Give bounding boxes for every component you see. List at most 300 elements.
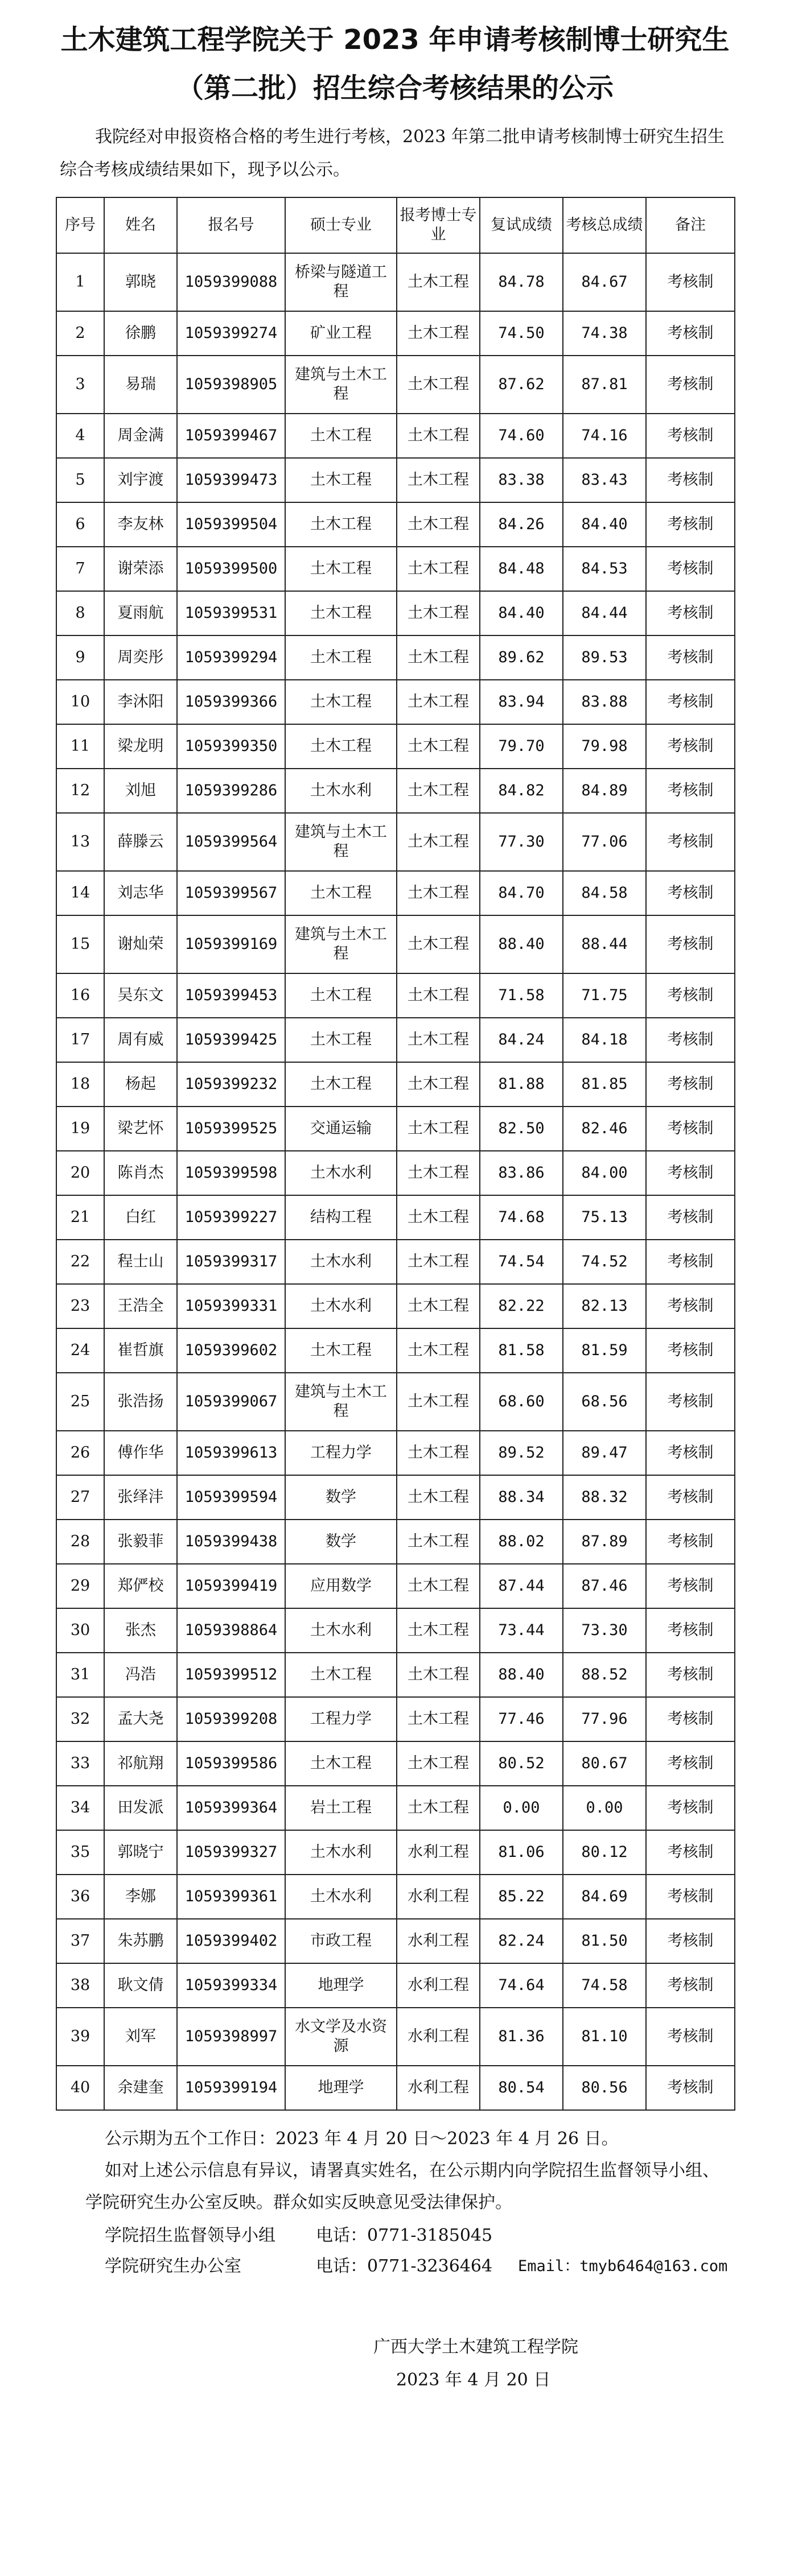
cell-note: 考核制 [646, 724, 735, 769]
cell-note: 考核制 [646, 973, 735, 1018]
cell-note: 考核制 [646, 1373, 735, 1431]
cell-phd: 土木工程 [397, 1284, 480, 1328]
cell-master: 数学 [285, 1475, 397, 1520]
cell-phd: 土木工程 [397, 724, 480, 769]
cell-phd: 土木工程 [397, 1741, 480, 1786]
table-row [56, 1373, 735, 1431]
cell-name: 张杰 [104, 1608, 177, 1653]
contact-1-phone: 电话：0771-3185045 [316, 2226, 493, 2245]
cell-name: 杨起 [104, 1062, 177, 1107]
cell-phd: 土木工程 [397, 253, 480, 311]
cell-retest: 82.22 [480, 1284, 563, 1328]
cell-no: 4 [56, 414, 104, 458]
cell-no: 40 [56, 2066, 104, 2110]
cell-reg: 1059398905 [177, 356, 285, 414]
cell-note: 考核制 [646, 2066, 735, 2110]
cell-name: 陈肖杰 [104, 1151, 177, 1195]
cell-no: 22 [56, 1240, 104, 1284]
cell-phd: 土木工程 [397, 680, 480, 724]
cell-no: 12 [56, 769, 104, 813]
cell-master: 水文学及水资源 [285, 2008, 397, 2066]
cell-master: 土木工程 [285, 1741, 397, 1786]
cell-total: 88.52 [563, 1653, 646, 1697]
cell-reg: 1059399602 [177, 1328, 285, 1373]
table-row [56, 1786, 735, 1830]
cell-phd: 土木工程 [397, 1373, 480, 1431]
cell-retest: 80.54 [480, 2066, 563, 2110]
cell-master: 土木水利 [285, 1284, 397, 1328]
cell-note: 考核制 [646, 1328, 735, 1373]
cell-master: 结构工程 [285, 1195, 397, 1240]
cell-retest: 84.48 [480, 547, 563, 591]
cell-note: 考核制 [646, 1018, 735, 1062]
cell-retest: 0.00 [480, 1786, 563, 1830]
cell-no: 30 [56, 1608, 104, 1653]
cell-reg: 1059399594 [177, 1475, 285, 1520]
cell-reg: 1059398997 [177, 2008, 285, 2066]
cell-total: 84.69 [563, 1875, 646, 1919]
cell-master: 土木工程 [285, 871, 397, 915]
cell-master: 桥梁与隧道工程 [285, 253, 397, 311]
cell-reg: 1059399194 [177, 2066, 285, 2110]
cell-retest: 71.58 [480, 973, 563, 1018]
cell-note: 考核制 [646, 635, 735, 680]
results-table [56, 197, 735, 2111]
cell-no: 32 [56, 1697, 104, 1741]
cell-phd: 水利工程 [397, 2008, 480, 2066]
table-row [56, 1107, 735, 1151]
cell-note: 考核制 [646, 1919, 735, 1963]
cell-name: 余建奎 [104, 2066, 177, 2110]
cell-note: 考核制 [646, 458, 735, 502]
table-row [56, 813, 735, 871]
cell-retest: 74.64 [480, 1963, 563, 2008]
column-header: 报名号 [177, 197, 285, 253]
cell-name: 郑俨校 [104, 1564, 177, 1608]
cell-total: 80.56 [563, 2066, 646, 2110]
cell-no: 23 [56, 1284, 104, 1328]
cell-no: 1 [56, 253, 104, 311]
cell-retest: 74.60 [480, 414, 563, 458]
table-row [56, 1240, 735, 1284]
cell-name: 冯浩 [104, 1653, 177, 1697]
cell-master: 交通运输 [285, 1107, 397, 1151]
cell-phd: 水利工程 [397, 2066, 480, 2110]
cell-name: 周有威 [104, 1018, 177, 1062]
cell-name: 王浩全 [104, 1284, 177, 1328]
cell-phd: 土木工程 [397, 769, 480, 813]
cell-retest: 84.24 [480, 1018, 563, 1062]
table-row [56, 2008, 735, 2066]
table-row [56, 458, 735, 502]
cell-name: 梁龙明 [104, 724, 177, 769]
table-row [56, 547, 735, 591]
cell-no: 24 [56, 1328, 104, 1373]
cell-retest: 77.46 [480, 1697, 563, 1741]
cell-total: 82.46 [563, 1107, 646, 1151]
cell-reg: 1059399525 [177, 1107, 285, 1151]
cell-phd: 土木工程 [397, 311, 480, 356]
cell-phd: 土木工程 [397, 635, 480, 680]
cell-no: 6 [56, 502, 104, 547]
cell-note: 考核制 [646, 1151, 735, 1195]
cell-phd: 土木工程 [397, 1431, 480, 1475]
cell-total: 84.58 [563, 871, 646, 915]
cell-retest: 80.52 [480, 1741, 563, 1786]
cell-master: 岩土工程 [285, 1786, 397, 1830]
cell-no: 21 [56, 1195, 104, 1240]
table-row [56, 635, 735, 680]
cell-note: 考核制 [646, 1697, 735, 1741]
cell-total: 84.00 [563, 1151, 646, 1195]
cell-no: 31 [56, 1653, 104, 1697]
cell-phd: 土木工程 [397, 414, 480, 458]
cell-total: 80.12 [563, 1830, 646, 1875]
cell-no: 36 [56, 1875, 104, 1919]
cell-master: 土木水利 [285, 1830, 397, 1875]
cell-no: 2 [56, 311, 104, 356]
cell-phd: 土木工程 [397, 1653, 480, 1697]
cell-note: 考核制 [646, 1608, 735, 1653]
cell-reg: 1059399598 [177, 1151, 285, 1195]
cell-retest: 88.40 [480, 915, 563, 973]
table-row [56, 1431, 735, 1475]
cell-phd: 土木工程 [397, 591, 480, 635]
cell-no: 19 [56, 1107, 104, 1151]
cell-no: 9 [56, 635, 104, 680]
cell-name: 张浩扬 [104, 1373, 177, 1431]
table-row [56, 1328, 735, 1373]
cell-total: 81.59 [563, 1328, 646, 1373]
table-row [56, 1608, 735, 1653]
cell-reg: 1059399473 [177, 458, 285, 502]
cell-reg: 1059399402 [177, 1919, 285, 1963]
contact-2-org: 学院研究生办公室 [105, 2256, 241, 2276]
cell-total: 87.89 [563, 1520, 646, 1564]
cell-total: 87.81 [563, 356, 646, 414]
cell-note: 考核制 [646, 2008, 735, 2066]
cell-reg: 1059399274 [177, 311, 285, 356]
cell-total: 74.52 [563, 1240, 646, 1284]
cell-note: 考核制 [646, 915, 735, 973]
column-header: 姓名 [104, 197, 177, 253]
table-row [56, 2066, 735, 2110]
cell-master: 土木水利 [285, 1240, 397, 1284]
column-header: 报考博士专业 [397, 197, 480, 253]
cell-total: 89.53 [563, 635, 646, 680]
cell-total: 80.67 [563, 1741, 646, 1786]
notice-period: 公示期为五个工作日：2023 年 4 月 20 日～2023 年 4 月 26 日。 [105, 2129, 619, 2149]
cell-reg: 1059399331 [177, 1284, 285, 1328]
table-row [56, 591, 735, 635]
cell-retest: 83.94 [480, 680, 563, 724]
cell-note: 考核制 [646, 502, 735, 547]
cell-total: 84.89 [563, 769, 646, 813]
cell-retest: 88.34 [480, 1475, 563, 1520]
cell-master: 土木工程 [285, 1062, 397, 1107]
cell-name: 李娜 [104, 1875, 177, 1919]
cell-total: 0.00 [563, 1786, 646, 1830]
cell-phd: 土木工程 [397, 1195, 480, 1240]
cell-note: 考核制 [646, 1431, 735, 1475]
cell-retest: 89.62 [480, 635, 563, 680]
cell-master: 土木工程 [285, 635, 397, 680]
cell-master: 土木工程 [285, 973, 397, 1018]
cell-master: 建筑与土木工程 [285, 1373, 397, 1431]
cell-total: 77.06 [563, 813, 646, 871]
cell-no: 7 [56, 547, 104, 591]
cell-retest: 84.82 [480, 769, 563, 813]
cell-name: 李友林 [104, 502, 177, 547]
cell-total: 83.88 [563, 680, 646, 724]
cell-retest: 85.22 [480, 1875, 563, 1919]
cell-total: 84.18 [563, 1018, 646, 1062]
cell-phd: 水利工程 [397, 1919, 480, 1963]
cell-retest: 73.44 [480, 1608, 563, 1653]
cell-total: 88.44 [563, 915, 646, 973]
cell-no: 38 [56, 1963, 104, 2008]
cell-name: 薛滕云 [104, 813, 177, 871]
cell-reg: 1059399453 [177, 973, 285, 1018]
cell-name: 易瑞 [104, 356, 177, 414]
cell-retest: 87.44 [480, 1564, 563, 1608]
cell-reg: 1059399232 [177, 1062, 285, 1107]
cell-retest: 81.36 [480, 2008, 563, 2066]
table-body [56, 253, 735, 2110]
table-row [56, 502, 735, 547]
cell-phd: 土木工程 [397, 1520, 480, 1564]
table-row [56, 356, 735, 414]
objection-text: 如对上述公示信息有异议，请署真实姓名，在公示期内向学院招生监督领导小组、学院研究生办公室反映。群众如实反映意见受法律保护。 [85, 2161, 719, 2212]
cell-master: 土木工程 [285, 1328, 397, 1373]
cell-phd: 土木工程 [397, 1062, 480, 1107]
cell-master: 建筑与土木工程 [285, 813, 397, 871]
cell-note: 考核制 [646, 591, 735, 635]
cell-reg: 1059399067 [177, 1373, 285, 1431]
cell-master: 地理学 [285, 1963, 397, 2008]
cell-note: 考核制 [646, 1564, 735, 1608]
cell-no: 3 [56, 356, 104, 414]
cell-retest: 84.40 [480, 591, 563, 635]
cell-name: 张毅菲 [104, 1520, 177, 1564]
cell-reg: 1059399366 [177, 680, 285, 724]
cell-phd: 土木工程 [397, 1107, 480, 1151]
table-row [56, 1018, 735, 1062]
cell-no: 15 [56, 915, 104, 973]
cell-master: 数学 [285, 1520, 397, 1564]
cell-phd: 土木工程 [397, 1564, 480, 1608]
contact-1-org: 学院招生监督领导小组 [105, 2226, 275, 2245]
cell-name: 刘志华 [104, 871, 177, 915]
cell-retest: 88.02 [480, 1520, 563, 1564]
column-header: 硕士专业 [285, 197, 397, 253]
cell-note: 考核制 [646, 1786, 735, 1830]
cell-retest: 83.38 [480, 458, 563, 502]
cell-note: 考核制 [646, 1653, 735, 1697]
cell-note: 考核制 [646, 1830, 735, 1875]
cell-reg: 1059399286 [177, 769, 285, 813]
cell-reg: 1059399564 [177, 813, 285, 871]
cell-no: 27 [56, 1475, 104, 1520]
cell-total: 71.75 [563, 973, 646, 1018]
cell-phd: 土木工程 [397, 1608, 480, 1653]
cell-reg: 1059399294 [177, 635, 285, 680]
cell-note: 考核制 [646, 1195, 735, 1240]
cell-total: 75.13 [563, 1195, 646, 1240]
cell-reg: 1059399364 [177, 1786, 285, 1830]
cell-phd: 土木工程 [397, 973, 480, 1018]
cell-note: 考核制 [646, 1875, 735, 1919]
cell-master: 土木工程 [285, 414, 397, 458]
table-row [56, 871, 735, 915]
cell-total: 82.13 [563, 1284, 646, 1328]
cell-phd: 土木工程 [397, 1240, 480, 1284]
cell-total: 87.46 [563, 1564, 646, 1608]
cell-name: 崔哲旗 [104, 1328, 177, 1373]
cell-reg: 1059399438 [177, 1520, 285, 1564]
cell-master: 土木水利 [285, 1608, 397, 1653]
cell-master: 土木水利 [285, 1875, 397, 1919]
cell-retest: 84.70 [480, 871, 563, 915]
cell-note: 考核制 [646, 547, 735, 591]
cell-phd: 土木工程 [397, 547, 480, 591]
cell-no: 8 [56, 591, 104, 635]
cell-no: 18 [56, 1062, 104, 1107]
cell-phd: 土木工程 [397, 813, 480, 871]
cell-name: 吴东文 [104, 973, 177, 1018]
table-row [56, 1875, 735, 1919]
cell-reg: 1059399425 [177, 1018, 285, 1062]
cell-retest: 81.06 [480, 1830, 563, 1875]
cell-note: 考核制 [646, 1284, 735, 1328]
cell-phd: 土木工程 [397, 1786, 480, 1830]
cell-reg: 1059399227 [177, 1195, 285, 1240]
cell-master: 建筑与土木工程 [285, 915, 397, 973]
cell-name: 孟大尧 [104, 1697, 177, 1741]
cell-no: 25 [56, 1373, 104, 1431]
contact-2-phone: 电话：0771-3236464 [316, 2256, 493, 2276]
cell-master: 矿业工程 [285, 311, 397, 356]
cell-name: 田发派 [104, 1786, 177, 1830]
cell-retest: 81.58 [480, 1328, 563, 1373]
table-row [56, 1963, 735, 2008]
cell-no: 17 [56, 1018, 104, 1062]
cell-note: 考核制 [646, 1963, 735, 2008]
cell-no: 26 [56, 1431, 104, 1475]
cell-reg: 1059399500 [177, 547, 285, 591]
cell-note: 考核制 [646, 769, 735, 813]
cell-total: 83.43 [563, 458, 646, 502]
signature-org: 广西大学土木建筑工程学院 [373, 2337, 578, 2357]
cell-retest: 77.30 [480, 813, 563, 871]
cell-reg: 1059399504 [177, 502, 285, 547]
table-row [56, 1564, 735, 1608]
cell-name: 刘宇渡 [104, 458, 177, 502]
cell-retest: 74.68 [480, 1195, 563, 1240]
cell-note: 考核制 [646, 1741, 735, 1786]
table-row [56, 1697, 735, 1741]
cell-master: 土木工程 [285, 1018, 397, 1062]
cell-name: 郭晓 [104, 253, 177, 311]
cell-total: 81.85 [563, 1062, 646, 1107]
cell-total: 77.96 [563, 1697, 646, 1741]
cell-no: 39 [56, 2008, 104, 2066]
signature-date: 2023 年 4 月 20 日 [396, 2370, 551, 2390]
cell-total: 81.10 [563, 2008, 646, 2066]
table-row [56, 973, 735, 1018]
cell-retest: 74.54 [480, 1240, 563, 1284]
cell-retest: 87.62 [480, 356, 563, 414]
cell-note: 考核制 [646, 356, 735, 414]
cell-note: 考核制 [646, 1475, 735, 1520]
cell-master: 建筑与土木工程 [285, 356, 397, 414]
table-row [56, 1520, 735, 1564]
cell-total: 74.16 [563, 414, 646, 458]
cell-phd: 水利工程 [397, 1875, 480, 1919]
cell-reg: 1059399586 [177, 1741, 285, 1786]
cell-name: 傅作华 [104, 1431, 177, 1475]
contact-2-email: Email：tmyb6464@163.com [518, 2257, 728, 2275]
cell-phd: 土木工程 [397, 915, 480, 973]
cell-total: 81.50 [563, 1919, 646, 1963]
cell-master: 土木工程 [285, 1653, 397, 1697]
column-header: 考核总成绩 [563, 197, 646, 253]
cell-reg: 1059398864 [177, 1608, 285, 1653]
cell-phd: 土木工程 [397, 1151, 480, 1195]
cell-reg: 1059399567 [177, 871, 285, 915]
cell-name: 徐鹏 [104, 311, 177, 356]
cell-phd: 土木工程 [397, 1697, 480, 1741]
cell-note: 考核制 [646, 414, 735, 458]
table-row [56, 769, 735, 813]
cell-master: 土木水利 [285, 769, 397, 813]
cell-no: 37 [56, 1919, 104, 1963]
cell-retest: 88.40 [480, 1653, 563, 1697]
cell-total: 73.30 [563, 1608, 646, 1653]
cell-no: 11 [56, 724, 104, 769]
cell-note: 考核制 [646, 871, 735, 915]
table-row [56, 724, 735, 769]
cell-note: 考核制 [646, 1062, 735, 1107]
cell-total: 79.98 [563, 724, 646, 769]
cell-phd: 水利工程 [397, 1963, 480, 2008]
cell-total: 84.53 [563, 547, 646, 591]
cell-note: 考核制 [646, 1240, 735, 1284]
cell-phd: 土木工程 [397, 871, 480, 915]
cell-reg: 1059399088 [177, 253, 285, 311]
cell-no: 29 [56, 1564, 104, 1608]
cell-master: 应用数学 [285, 1564, 397, 1608]
cell-master: 工程力学 [285, 1431, 397, 1475]
cell-no: 14 [56, 871, 104, 915]
cell-name: 祁航翔 [104, 1741, 177, 1786]
cell-name: 周奕彤 [104, 635, 177, 680]
cell-reg: 1059399208 [177, 1697, 285, 1741]
cell-name: 周金满 [104, 414, 177, 458]
cell-name: 程士山 [104, 1240, 177, 1284]
cell-total: 89.47 [563, 1431, 646, 1475]
cell-note: 考核制 [646, 311, 735, 356]
cell-name: 夏雨航 [104, 591, 177, 635]
cell-retest: 84.78 [480, 253, 563, 311]
cell-phd: 土木工程 [397, 1475, 480, 1520]
cell-master: 土木水利 [285, 1151, 397, 1195]
cell-master: 土木工程 [285, 547, 397, 591]
cell-master: 土木工程 [285, 680, 397, 724]
cell-reg: 1059399512 [177, 1653, 285, 1697]
title-line-2: （第二批）招生综合考核结果的公示 [176, 72, 614, 104]
cell-total: 84.44 [563, 591, 646, 635]
